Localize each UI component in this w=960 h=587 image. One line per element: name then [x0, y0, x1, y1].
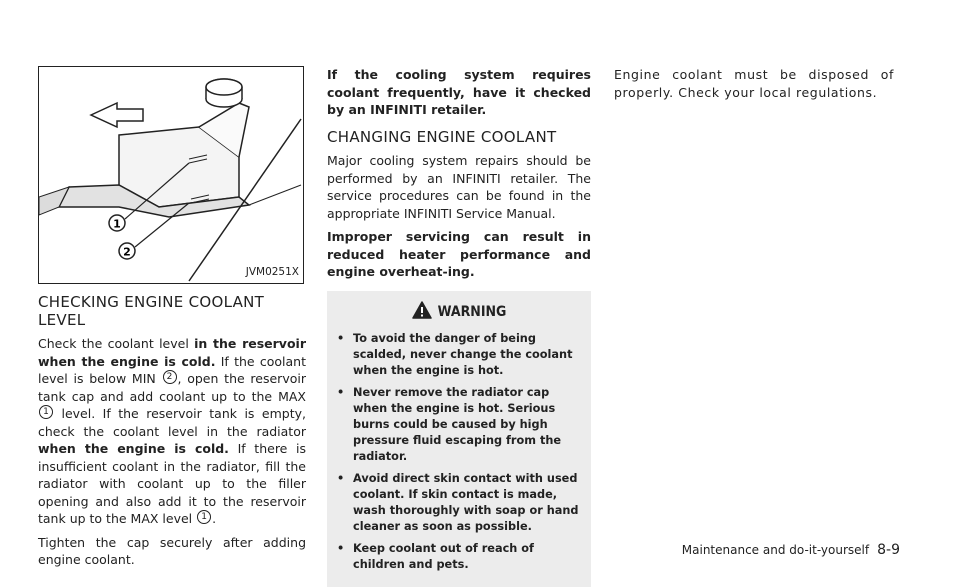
checking-paragraph: Check the coolant level in the reservoir when the engine is cold. If the coolant level is below MIN 2 , open the reservoir tank cap and add coolant up to the MAX 1 level. If the reservoir tank is empty, check the coolant level in the radiator when the engine is cold. If there is insufficient coolant in the radiator, fill the radiator with coolant up to the filler opening and also add it to the reservoir tank up to the MAX level 1 .: [38, 335, 306, 528]
page-number: 8-9: [877, 542, 900, 558]
right-column: [614, 66, 894, 107]
figure-code: JVM0251X: [246, 264, 299, 282]
checking-heading: CHECKING ENGINE COOLANT LEVEL: [38, 294, 306, 329]
page-footer: [682, 542, 900, 558]
warning-item: • Keep coolant out of reach of children and pets.: [335, 541, 583, 573]
warning-header: WARNING: [335, 301, 583, 322]
warning-triangle-icon: [412, 301, 432, 319]
left-column: [38, 66, 306, 575]
tighten-paragraph: Tighten the cap securely after adding engine coolant.: [38, 534, 306, 569]
coolant-reservoir-illustration: [39, 67, 303, 283]
improper-servicing-note: Improper servicing can result in reduced heater performance and engine overheat-ing.: [327, 228, 591, 281]
reservoir-figure: [38, 66, 304, 284]
warning-item: • Never remove the radiator cap when the engine is hot. Serious burns could be caused by high pressure fluid escaping from the radiator.: [335, 385, 583, 465]
callout-ref-1: 1: [39, 405, 53, 419]
warning-box: [327, 291, 591, 587]
warning-item: • Avoid direct skin contact with used coolant. If skin contact is made, wash thoroughly with soap or hand cleaner as soon as possible.: [335, 471, 583, 535]
callout-2: 2: [123, 246, 131, 259]
callout-ref-1: 1: [197, 510, 211, 524]
callout-ref-2: 2: [163, 370, 177, 384]
warning-list: [335, 331, 583, 573]
frequent-coolant-note: If the cooling system requires coolant frequently, have it checked by an INFINITI retailer.: [327, 66, 591, 119]
callout-1: 1: [113, 218, 121, 231]
disposal-paragraph: Engine coolant must be disposed of properly. Check your local regulations.: [614, 66, 894, 101]
repairs-paragraph: Major cooling system repairs should be performed by an INFINITI retailer. The service procedures can be found in the appropriate INFINITI Service Manual.: [327, 152, 591, 222]
footer-section: Maintenance and do-it-yourself: [682, 543, 869, 557]
changing-heading: CHANGING ENGINE COOLANT: [327, 129, 591, 147]
warning-item: • To avoid the danger of being scalded, never change the coolant when the engine is hot.: [335, 331, 583, 379]
middle-column: [327, 66, 591, 587]
